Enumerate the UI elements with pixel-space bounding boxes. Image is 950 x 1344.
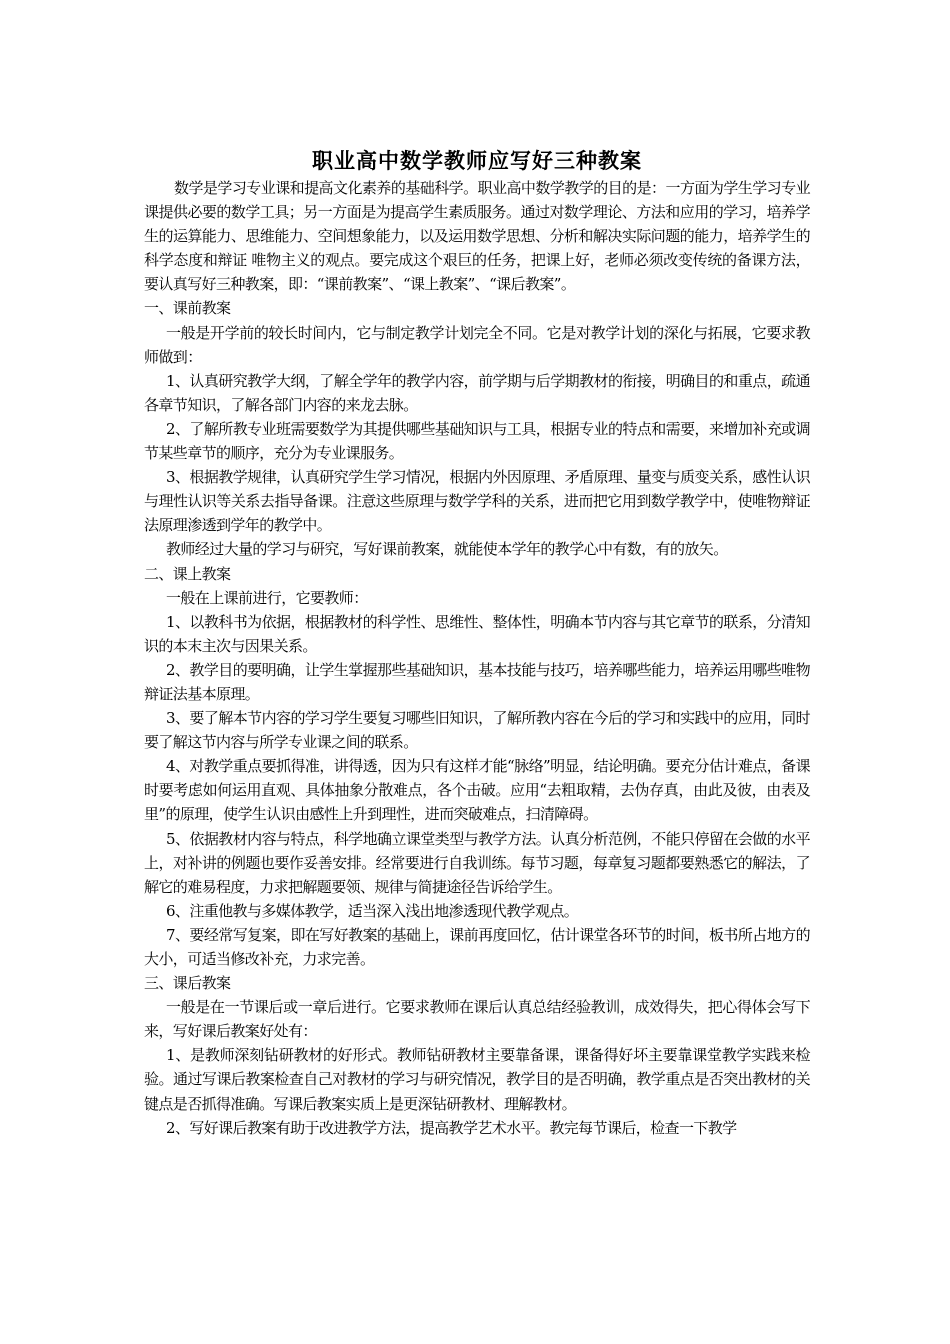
list-item: 3、要了解本节内容的学习学生要复习哪些旧知识，了解所教内容在今后的学习和实践中的应用，同时要了解这节内容与所学专业课之间的联系。 [144, 709, 810, 752]
section-lead-pre-class: 一般是开学前的较长时间内，它与制定教学计划完全不同。它是对教学计划的深化与拓展，它要求教师做到： [144, 323, 810, 366]
list-item: 1、认真研究教学大纲，了解全学年的教学内容，前学期与后学期教材的衔接，明确目的和重点，疏通各章节知识，了解各部门内容的来龙去脉。 [144, 371, 810, 414]
list-item: 2、了解所教专业班需要数学为其提供哪些基础知识与工具，根据专业的特点和需要，来增加补充或调节某些章节的顺序，充分为专业课服务。 [144, 419, 810, 463]
list-item: 4、对教学重点要抓得准，讲得透，因为只有这样才能“脉络”明显，结论明确。要充分估计难点，备课时要考虑如何运用直观、具体抽象分散难点，各个击破。应用“去粗取精，去伪存真，由此及彼，由表及里”的原理，使学生认识由感性上升到理性，进而突破难点，扫清障碍。 [144, 757, 810, 824]
section-lead-in-class: 一般在上课前进行，它要教师： [166, 588, 368, 607]
list-item: 1、以教科书为依据，根据教材的科学性、思维性、整体性，明确本节内容与其它章节的联系，分清知识的本末主次与因果关系。 [144, 612, 810, 655]
section-heading-post-class: 三、课后教案 [144, 974, 231, 993]
section-heading-in-class: 二、课上教案 [144, 564, 231, 583]
document-page [144, 146, 810, 1140]
list-item: 2、教学目的要明确，让学生掌握那些基础知识，基本技能与技巧，培养哪些能力，培养运用哪些唯物辩证法基本原理。 [144, 660, 810, 703]
document-title: 职业高中数学教师应写好三种教案 [312, 149, 642, 173]
section-heading-pre-class: 一、课前教案 [144, 299, 231, 318]
list-item: 5、依据教材内容与特点，科学地确立课堂类型与教学方法。认真分析范例，不能只停留在会做的水平上，对补讲的例题也要作妥善安排。经常要进行自我训练。每节习题，每章复习题都要熟悉它的解法，了解它的难易程度，力求把解题要领、规律与简捷途径告诉给学生。 [144, 829, 810, 896]
list-item: 2、写好课后教案有助于改进教学方法，提高教学艺术水平。教完每节课后，检查一下教学 [166, 1118, 737, 1137]
list-item: 1、是教师深刻钻研教材的好形式。教师钻研教材主要靠备课，课备得好坏主要靠课堂教学实践来检验。通过写课后教案检查自己对教材的学习与研究情况，教学目的是否明确，教学重点是否突出教材的关键点是否抓得准确。写课后教案实质上是更深钻研教材、理解教材。 [144, 1046, 810, 1113]
intro-paragraph: 数学是学习专业课和提高文化素养的基础科学。职业高中数学教学的目的是：一方面为学生学习专业课提供必要的数学工具；另一方面是为提高学生素质服务。通过对数学理论、方法和应用的学习，培养学生的运算能力、思维能力、空间想象能力，以及运用数学思想、分析和解决实际问题的能力，培养学生的科学态度和辩证 唯物主义的观点。要完成这个艰巨的任务，把课上好，老师必须改变传统的备课方法，要认真写好三种教案，即：“课前教案”、“课上教案”、“课后教案”。 [144, 179, 810, 294]
list-item: 7、要经常写复案，即在写好教案的基础上，课前再度回忆，估计课堂各环节的时间，板书所占地方的大小，可适当修改补充，力求完善。 [144, 925, 810, 968]
list-item: 6、注重他教与多媒体教学，适当深入浅出地渗透现代教学观点。 [166, 901, 579, 920]
list-item: 3、根据教学规律，认真研究学生学习情况，根据内外因原理、矛盾原理、量变与质变关系，感性认识与理性认识等关系去指导备课。注意这些原理与数学学科的关系，进而把它用到数学教学中，使唯物辩证法原理渗透到学年的教学中。 [144, 468, 810, 535]
section-lead-post-class: 一般是在一节课后或一章后进行。它要求教师在课后认真总结经验教训，成效得失，把心得体会写下来，写好课后教案好处有： [144, 998, 810, 1041]
section-closing-pre-class: 教师经过大量的学习与研究，写好课前教案，就能使本学年的教学心中有数，有的放矢。 [166, 540, 728, 559]
